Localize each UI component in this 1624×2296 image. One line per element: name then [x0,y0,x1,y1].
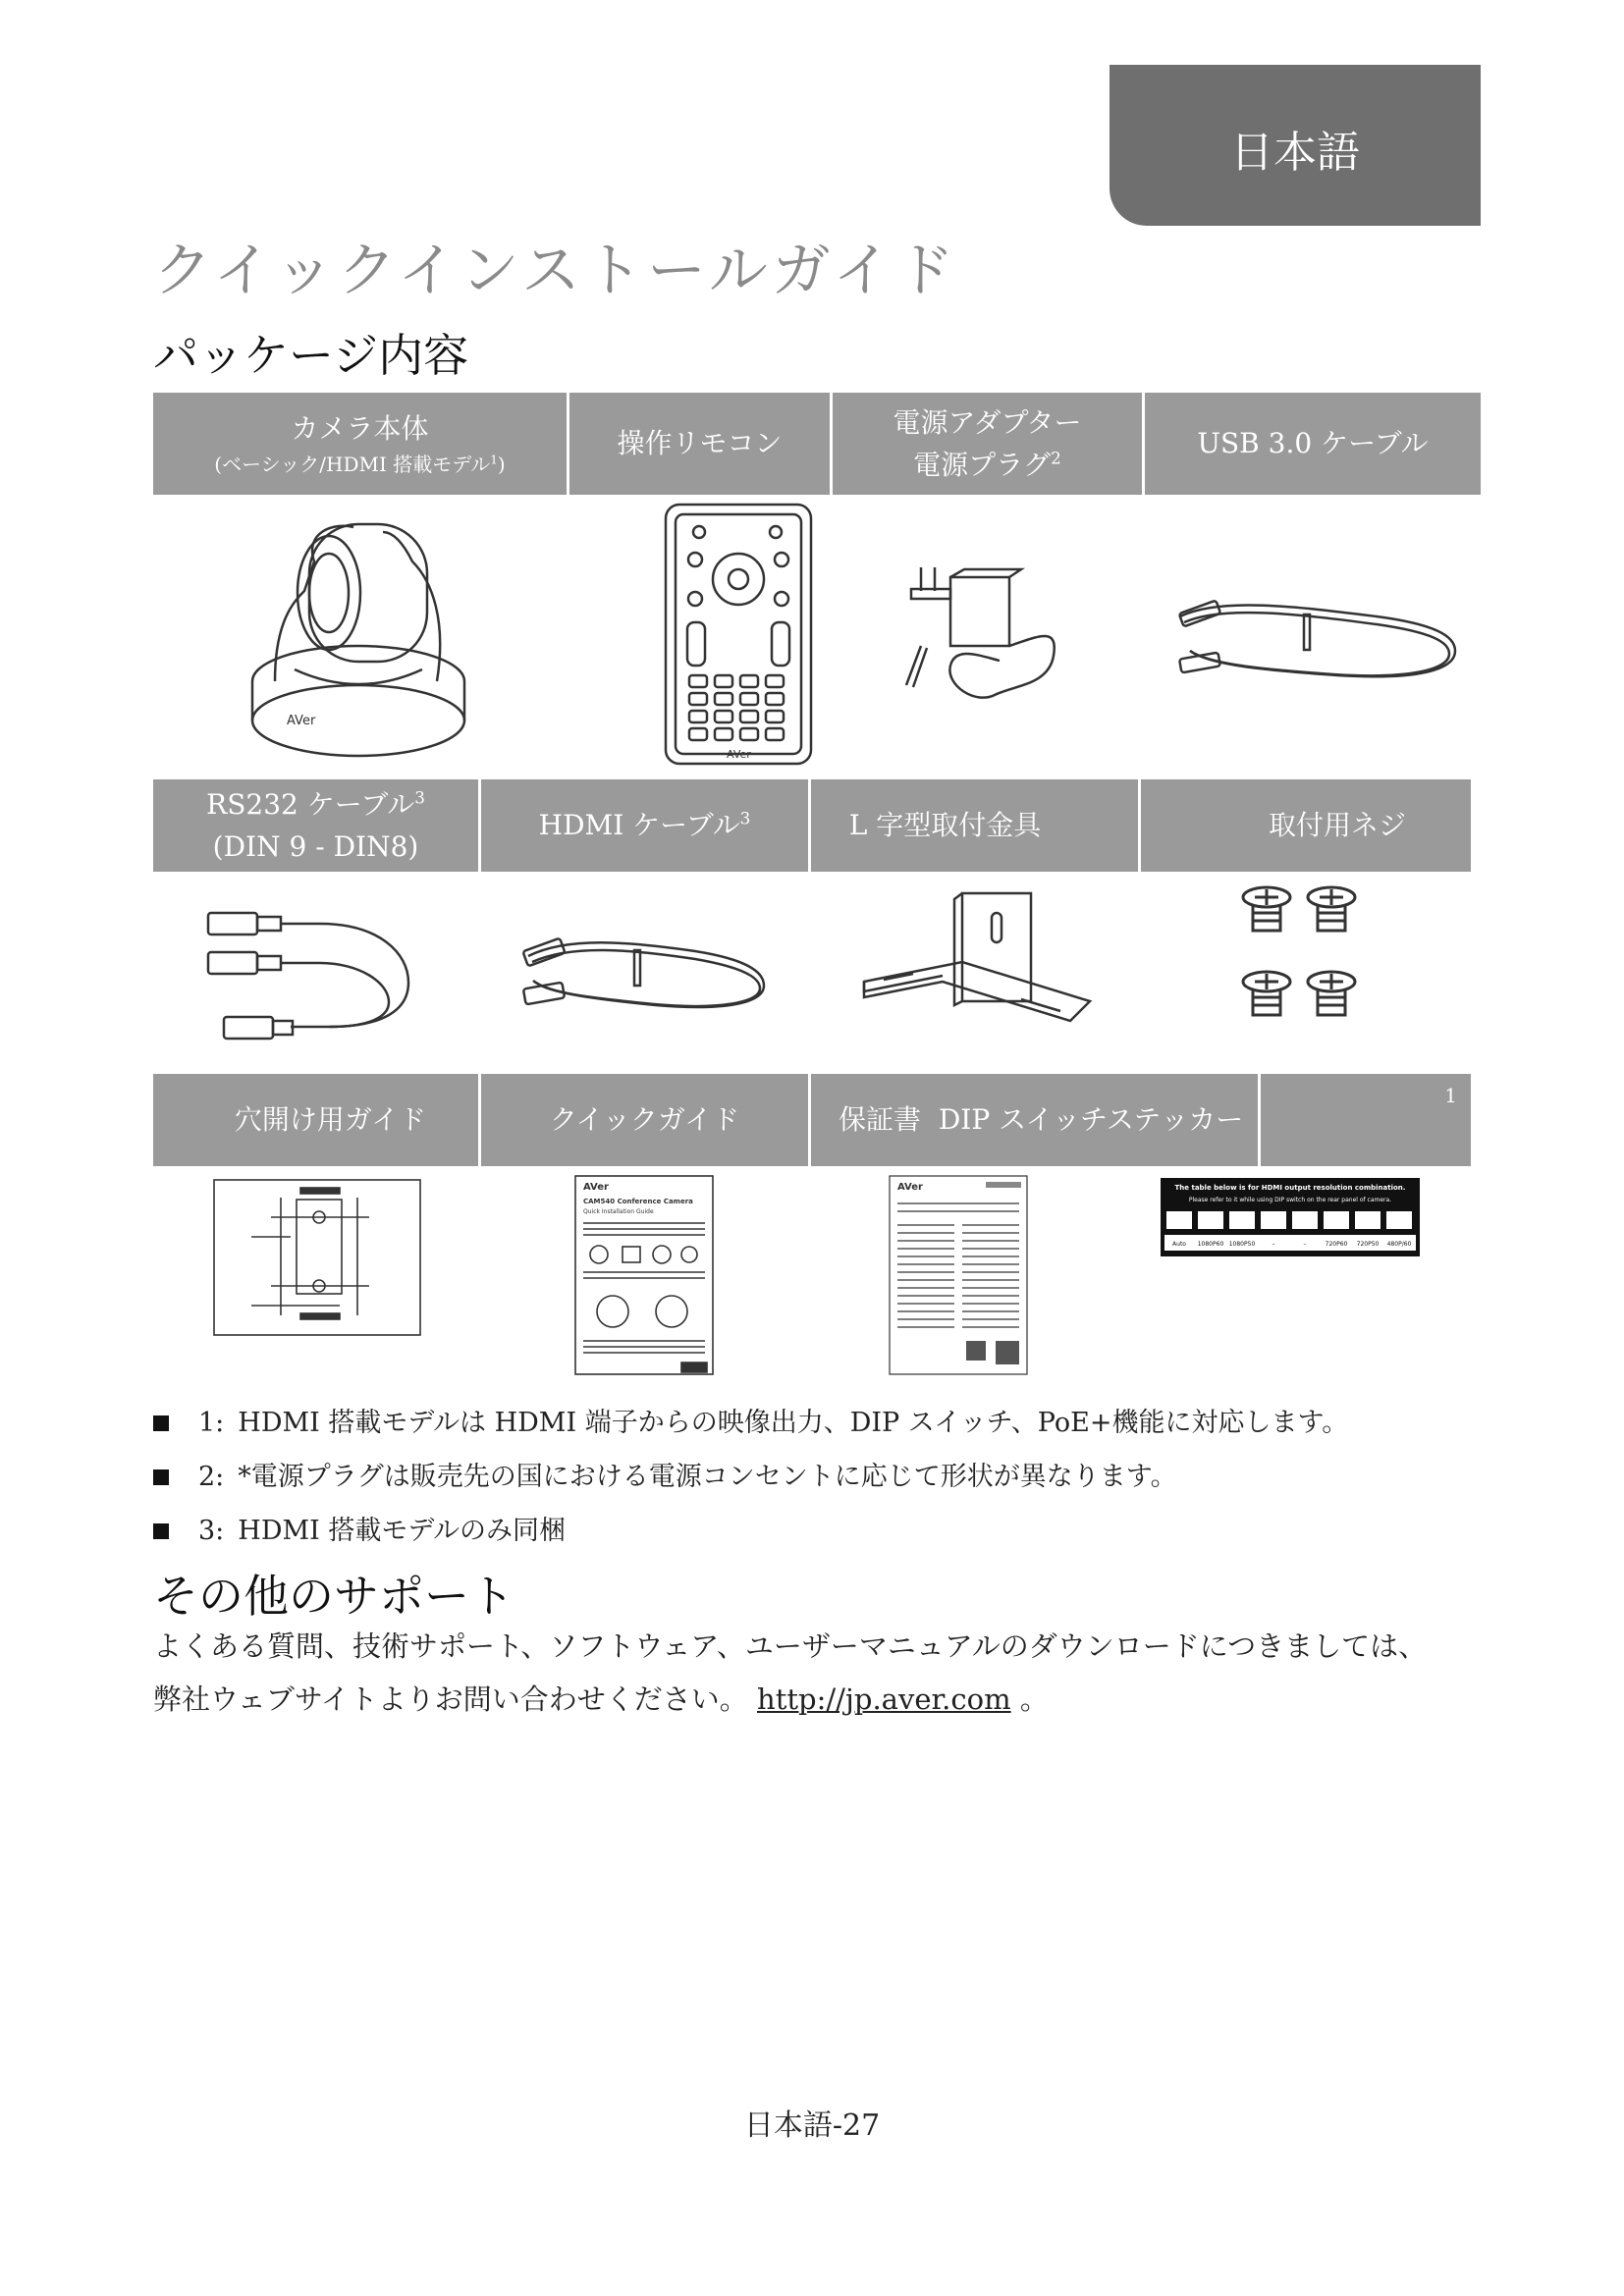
language-tab-label: 日本語 [1230,128,1360,178]
footnotes [153,1396,1348,1558]
screws-illustration [1237,883,1365,1031]
svg-text:480P/60: 480P/60 [1386,1241,1412,1248]
camera-note: (ベーシック/HDMI 搭載モデル$^1$) [214,453,506,477]
page-number: 日本語-27 [743,2109,881,2143]
svg-text:1080P60: 1080P60 [1197,1241,1224,1248]
package-item-quick-guide: クイックガイド [481,1074,811,1166]
package-item-remote: 操作リモコン [569,393,833,495]
svg-text:1080P50: 1080P50 [1228,1241,1256,1248]
drill-guide-illustration [212,1178,422,1337]
svg-text:AVer: AVer [583,1182,609,1193]
package-item-drill-guide: 穴開け用ガイド [153,1074,481,1166]
dip-sticker-illustration [1161,1178,1420,1256]
footnote-3: 3: HDMI 搭載モデルのみ同梱 [153,1504,1348,1558]
svg-text:The table below is for HDMI ou: The table below is for HDMI output resolution combination. [1174,1184,1406,1192]
footnote-1: 1: HDMI 搭載モデルは HDMI 端子からの映像出力、DIP スイッチ、PoE+機能に対応します。 [153,1396,1348,1450]
svg-text:720P60: 720P60 [1325,1241,1348,1248]
package-item-hdmi-cable: HDMI ケーブル$^3$ [481,779,811,872]
svg-text:720P50: 720P50 [1356,1241,1380,1248]
quick-guide-illustration [573,1174,715,1376]
rs232-cable-illustration [204,901,430,1048]
document-title: クイックインストールガイド [153,237,958,305]
package-row2-header [153,779,1471,872]
footnote-2: 2: *電源プラグは販売先の国における電源コンセントに応じて形状が異なります。 [153,1450,1348,1504]
package-item-usb-cable: USB 3.0 ケーブル [1197,427,1429,460]
package-row3-header [153,1074,1471,1166]
package-row1-header [153,393,1481,495]
support-heading: その他のサポート [153,1570,514,1623]
package-heading: パッケージ内容 [153,329,469,382]
hdmi-cable-illustration [518,927,774,1025]
l-bracket-illustration [854,883,1110,1031]
remote-illustration [660,501,817,770]
package-item-warranty: 保証書 DIP スイッチステッカー [811,1074,1261,1166]
camera-illustration [236,503,481,760]
package-item-l-bracket: L 字型取付金具 [811,779,1141,872]
package-item-power-adapter: 電源アダプター 電源プラグ$^2$ [833,393,1145,495]
svg-text:–: – [1303,1241,1307,1248]
svg-text:Auto: Auto [1172,1241,1186,1248]
bullet-icon [153,1523,169,1539]
package-item-dip-sticker: 1 [1444,1084,1457,1107]
svg-text:AVer: AVer [287,714,316,728]
svg-text:Please refer to it while using: Please refer to it while using DIP switch on the rear panel of camera. [1188,1197,1392,1203]
svg-text:CAM540 Conference Camera: CAM540 Conference Camera [583,1198,693,1205]
package-item-camera: カメラ本体 (ベーシック/HDMI 搭載モデル$^1$) [153,393,569,495]
bullet-icon [153,1469,169,1485]
support-link[interactable]: http://jp.aver.com [757,1682,1011,1716]
svg-text:Quick Installation Guide: Quick Installation Guide [583,1208,654,1215]
usb-cable-illustration [1170,587,1465,695]
package-item-rs232-cable: RS232 ケーブル$^3$ (DIN 9 - DIN8) [153,779,481,872]
language-tab [1110,65,1481,226]
power-adapter-illustration [901,558,1068,705]
svg-text:AVer: AVer [897,1182,923,1193]
svg-text:AVer: AVer [727,748,751,761]
package-item-screws: 取付用ネジ [1269,809,1407,842]
warranty-illustration [888,1174,1029,1376]
bullet-icon [153,1415,169,1431]
svg-text:–: – [1272,1241,1275,1248]
support-text: よくある質問、技術サポート、ソフトウェア、ユーザーマニュアルのダウンロードにつきましては、 弊社ウェブサイトよりお問い合わせください。 http://jp.aver.com 。 [153,1629,1428,1716]
